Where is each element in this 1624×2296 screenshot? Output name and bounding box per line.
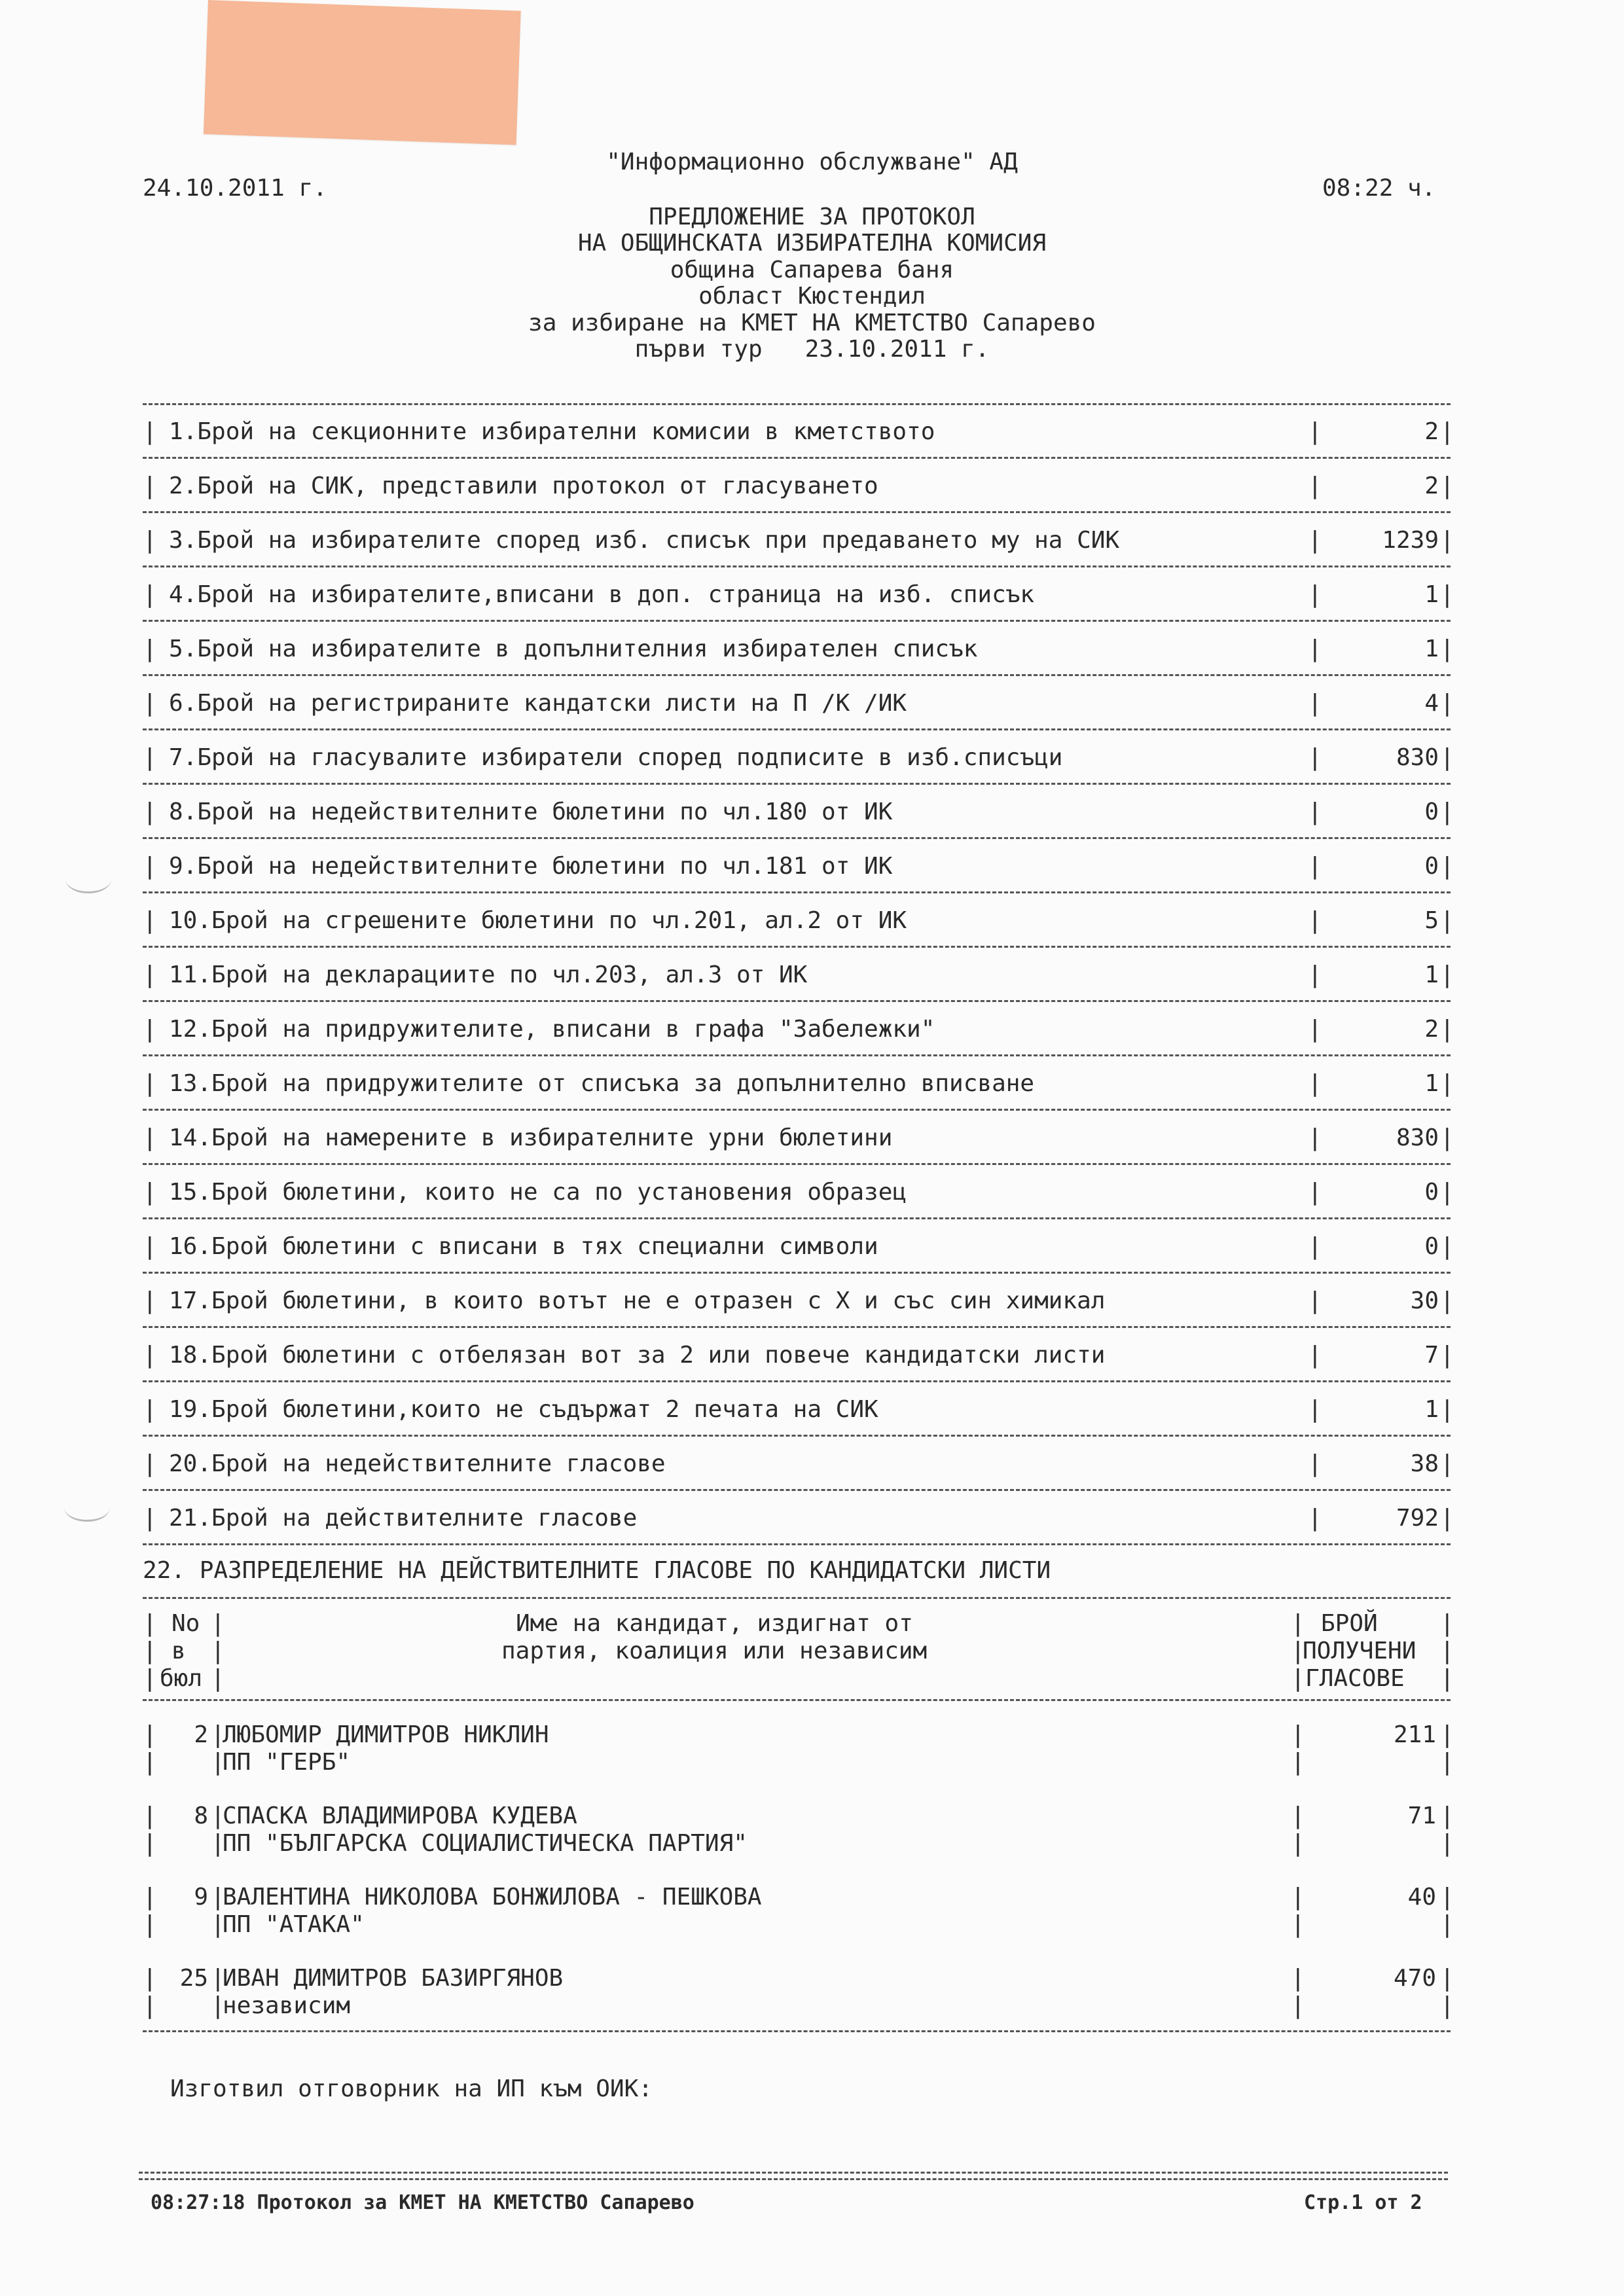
cell-border: | <box>1308 961 1322 988</box>
row-value: 38 <box>1410 1450 1439 1477</box>
cell-border: | <box>143 636 157 662</box>
cell-border: | <box>1308 690 1322 717</box>
divider <box>143 1272 1451 1274</box>
row-value: 4 <box>1424 690 1439 717</box>
candidate-votes: 211 <box>1393 1721 1436 1748</box>
cell-border: | <box>1440 744 1454 771</box>
row-value: 5 <box>1424 907 1439 934</box>
protocol-row <box>143 847 1454 886</box>
cell-border: | <box>1440 853 1454 880</box>
protocol-row <box>143 1390 1454 1429</box>
candidate-votes: 470 <box>1393 1965 1436 1992</box>
row-label: 7.Брой на гласувалите избиратели според подписите в изб.списъци <box>169 744 1063 771</box>
cell-border: | <box>143 1124 157 1151</box>
cell-border: | <box>1440 473 1454 499</box>
divider <box>143 1435 1451 1437</box>
protocol-row <box>143 630 1454 669</box>
protocol-row <box>143 521 1454 560</box>
candidate-party: ПП "БЪЛГАРСКА СОЦИАЛИСТИЧЕСКА ПАРТИЯ" <box>223 1830 748 1857</box>
col-no-line3: бюл <box>160 1665 203 1692</box>
cell-border: | <box>1308 798 1322 825</box>
protocol-row <box>143 1282 1454 1321</box>
title-line2: НА ОБЩИНСКАТА ИЗБИРАТЕЛНА КОМИСИЯ <box>577 230 1047 257</box>
cell-border: | <box>143 1179 157 1206</box>
cell-border: | <box>143 690 157 717</box>
candidate-name: СПАСКА ВЛАДИМИРОВА КУДЕВА <box>223 1803 577 1829</box>
cell-border: | <box>143 473 157 499</box>
row-value: 2 <box>1424 418 1439 445</box>
cell-border: | <box>143 581 157 608</box>
footer-rule <box>139 2172 1448 2180</box>
divider <box>143 2030 1451 2032</box>
divider <box>143 946 1451 948</box>
divider <box>143 1380 1451 1382</box>
col-votes-line1: БРОЙ <box>1321 1610 1378 1637</box>
protocol-row <box>143 793 1454 832</box>
cell-border: | <box>1440 907 1454 934</box>
cell-border: | <box>143 1396 157 1423</box>
candidate-name: ИВАН ДИМИТРОВ БАЗИРГЯНОВ <box>223 1965 564 1992</box>
cell-border: | <box>1308 1287 1322 1314</box>
cell-border: | <box>1308 418 1322 445</box>
divider <box>143 891 1451 893</box>
cell-border: | <box>143 1233 157 1260</box>
row-value: 7 <box>1424 1342 1439 1369</box>
candidate-number: 2 <box>194 1721 208 1748</box>
protocol-row <box>143 412 1454 452</box>
row-label: 6.Брой на регистрираните кандатски листи на П /К /ИК <box>169 690 907 717</box>
footer-left: 08:27:18 Протокол за КМЕТ НА КМЕТСТВО Сапарево <box>151 2191 695 2214</box>
row-value: 2 <box>1424 473 1439 499</box>
cell-border: | <box>1440 1342 1454 1369</box>
cell-border: | <box>143 744 157 771</box>
row-label: 16.Брой бюлетини с вписани в тях специални символи <box>169 1233 878 1260</box>
section22-title: 22. РАЗПРЕДЕЛЕНИЕ НА ДЕЙСТВИТЕЛНИТЕ ГЛАСОВЕ ПО КАНДИДАТСКИ ЛИСТИ <box>143 1557 1051 1584</box>
divider <box>143 1163 1451 1165</box>
cell-border: | <box>1440 1396 1454 1423</box>
cell-border: | <box>1308 581 1322 608</box>
row-label: 9.Брой на недействителните бюлетини по чл.181 от ИК <box>169 853 893 880</box>
row-value: 2 <box>1424 1016 1439 1043</box>
cell-border: | <box>143 1070 157 1097</box>
cell-border: | <box>1308 907 1322 934</box>
protocol-row <box>143 738 1454 778</box>
divider <box>143 837 1451 839</box>
protocol-row <box>143 1119 1454 1158</box>
cell-border: | <box>1440 1233 1454 1260</box>
row-label: 21.Брой на действителните гласове <box>169 1505 638 1532</box>
election-type: за избиране на КМЕТ НА КМЕТСТВО Сапарево <box>528 310 1096 336</box>
protocol-row <box>143 956 1454 995</box>
cell-border: | <box>1440 1016 1454 1043</box>
punch-hole-bottom <box>64 1494 110 1522</box>
protocol-row <box>143 684 1454 723</box>
cell-border: | <box>1308 1396 1322 1423</box>
cell-border: | <box>1308 1124 1322 1151</box>
cell-border: | <box>1440 1450 1454 1477</box>
cell-border: | <box>1308 1342 1322 1369</box>
municipality: община Сапарева баня <box>670 257 954 283</box>
cell-border: | <box>1440 1179 1454 1206</box>
protocol-row <box>143 575 1454 615</box>
col-votes-line3: ГЛАСОВЕ <box>1305 1665 1405 1692</box>
region: област Кюстендил <box>698 283 926 310</box>
cell-border: | <box>1440 798 1454 825</box>
cell-border: | <box>1308 744 1322 771</box>
row-label: 12.Брой на придружителите, вписани в графа "Забележки" <box>169 1016 935 1043</box>
cell-border: | <box>143 961 157 988</box>
protocol-row <box>143 1336 1454 1375</box>
company-name: "Информационно обслужване" АД <box>606 149 1018 175</box>
cell-border: | <box>1308 1070 1322 1097</box>
cell-border: | <box>1308 853 1322 880</box>
row-label: 14.Брой на намерените в избирателните урни бюлетини <box>169 1124 893 1151</box>
candidates-header: | No | | в | | бюл | Име на кандидат, издигнат от партия, коалиция или независим | БРОЙ | | ПОЛУЧЕНИ | | ГЛАСОВЕ | <box>143 1610 1454 1692</box>
cell-border: | <box>1440 961 1454 988</box>
row-value: 1239 <box>1382 527 1439 554</box>
row-value: 0 <box>1424 798 1439 825</box>
row-value: 1 <box>1424 961 1439 988</box>
candidate-votes: 40 <box>1407 1884 1436 1910</box>
protocol-row <box>143 1444 1454 1484</box>
row-value: 0 <box>1424 853 1439 880</box>
protocol-row <box>143 1499 1454 1538</box>
divider <box>143 1699 1451 1701</box>
row-label: 2.Брой на СИК, представили протокол от гласуването <box>169 473 878 499</box>
divider <box>143 1000 1451 1002</box>
candidate-number: 8 <box>194 1803 208 1829</box>
row-value: 1 <box>1424 1070 1439 1097</box>
divider <box>143 1543 1451 1545</box>
row-value: 830 <box>1396 744 1439 771</box>
col-no-line1: No <box>171 1610 200 1637</box>
row-label: 13.Брой на придружителите от списъка за допълнително вписване <box>169 1070 1035 1097</box>
cell-border: | <box>1440 690 1454 717</box>
cell-border: | <box>1440 1287 1454 1314</box>
row-label: 17.Брой бюлетини, в които вотът не е отразен с Х и със син химикал <box>169 1287 1106 1314</box>
candidate-row: | 25 | ИВАН ДИМИТРОВ БАЗИРГЯНОВ | 470 | | | независим | | <box>143 1965 1454 2019</box>
divider <box>143 1489 1451 1491</box>
cell-border: | <box>1440 1505 1454 1532</box>
row-label: 19.Брой бюлетини,които не съдържат 2 печата на СИК <box>169 1396 878 1423</box>
divider <box>143 511 1451 513</box>
cell-border: | <box>143 1016 157 1043</box>
row-value: 1 <box>1424 1396 1439 1423</box>
col-name-line2: партия, коалиция или независим <box>501 1638 928 1664</box>
row-value: 0 <box>1424 1233 1439 1260</box>
divider <box>143 1054 1451 1056</box>
divider <box>143 457 1451 459</box>
cell-border: | <box>143 907 157 934</box>
candidate-name: ВАЛЕНТИНА НИКОЛОВА БОНЖИЛОВА - ПЕШКОВА <box>223 1884 762 1910</box>
divider <box>143 674 1451 676</box>
print-time: 08:22 ч. <box>1322 175 1436 202</box>
cell-border: | <box>1308 1179 1322 1206</box>
cell-border: | <box>143 418 157 445</box>
cell-border: | <box>1440 636 1454 662</box>
protocol-row <box>143 1227 1454 1266</box>
cell-border: | <box>1308 1450 1322 1477</box>
cell-border: | <box>1440 1124 1454 1151</box>
row-label: 18.Брой бюлетини с отбелязан вот за 2 или повече кандидатски листи <box>169 1342 1106 1369</box>
cell-border: | <box>1440 527 1454 554</box>
election-round: първи тур 23.10.2011 г. <box>634 336 990 363</box>
cell-border: | <box>143 1505 157 1532</box>
protocol-row <box>143 1010 1454 1049</box>
row-value: 792 <box>1396 1505 1439 1532</box>
row-label: 1.Брой на секционните избирателни комисии в кметството <box>169 418 935 445</box>
cell-border: | <box>143 527 157 554</box>
candidate-row: | 2 | ЛЮБОМИР ДИМИТРОВ НИКЛИН | 211 | | | ПП "ГЕРБ" | | <box>143 1721 1454 1776</box>
divider <box>143 1109 1451 1111</box>
cell-border: | <box>1308 527 1322 554</box>
row-value: 1 <box>1424 636 1439 662</box>
cell-border: | <box>1440 418 1454 445</box>
cell-border: | <box>1440 1070 1454 1097</box>
prepared-by: Изготвил отговорник на ИП към ОИК: <box>170 2075 653 2102</box>
row-value: 830 <box>1396 1124 1439 1151</box>
row-value: 0 <box>1424 1179 1439 1206</box>
cell-border: | <box>1308 1016 1322 1043</box>
divider <box>143 1597 1451 1599</box>
row-label: 4.Брой на избирателите,вписани в доп. страница на изб. списък <box>169 581 1035 608</box>
divider <box>143 565 1451 567</box>
candidate-row: | 8 | СПАСКА ВЛАДИМИРОВА КУДЕВА | 71 | | | ПП "БЪЛГАРСКА СОЦИАЛИСТИЧЕСКА ПАРТИЯ" | | <box>143 1803 1454 1857</box>
row-label: 3.Брой на избирателите според изб. списък при предаването му на СИК <box>169 527 1120 554</box>
row-label: 5.Брой на избирателите в допълнителния избирателен списък <box>169 636 978 662</box>
divider <box>143 403 1451 405</box>
protocol-row <box>143 1064 1454 1103</box>
candidate-row: | 9 | ВАЛЕНТИНА НИКОЛОВА БОНЖИЛОВА - ПЕШКОВА | 40 | | | ПП "АТАКА" | | <box>143 1884 1454 1938</box>
cell-border: | <box>143 1287 157 1314</box>
cell-border: | <box>1440 581 1454 608</box>
punch-hole-top <box>65 865 111 893</box>
divider <box>143 783 1451 785</box>
sticky-note <box>204 0 521 145</box>
cell-border: | <box>143 798 157 825</box>
cell-border: | <box>1308 1233 1322 1260</box>
divider <box>143 1326 1451 1328</box>
row-label: 10.Брой на сгрешените бюлетини по чл.201, ал.2 от ИК <box>169 907 907 934</box>
divider <box>143 728 1451 730</box>
cell-border: | <box>1308 473 1322 499</box>
candidate-votes: 71 <box>1407 1803 1436 1829</box>
divider <box>143 1217 1451 1219</box>
cell-border: | <box>143 1450 157 1477</box>
col-votes-line2: ПОЛУЧЕНИ <box>1303 1638 1416 1664</box>
divider <box>143 620 1451 622</box>
cell-border: | <box>1308 636 1322 662</box>
row-label: 20.Брой на недействителните гласове <box>169 1450 666 1477</box>
row-value: 30 <box>1410 1287 1439 1314</box>
candidate-party: ПП "ГЕРБ" <box>223 1749 351 1776</box>
footer-page: Стр.1 от 2 <box>1304 2191 1422 2214</box>
cell-border: | <box>143 1342 157 1369</box>
col-name-line1: Име на кандидат, издигнат от <box>516 1610 913 1637</box>
col-no-line2: в <box>171 1638 186 1664</box>
protocol-row <box>143 467 1454 506</box>
cell-border: | <box>1308 1505 1322 1532</box>
candidate-number: 25 <box>179 1965 208 1992</box>
candidate-number: 9 <box>194 1884 208 1910</box>
cell-border: | <box>143 853 157 880</box>
candidate-party: ПП "АТАКА" <box>223 1911 365 1938</box>
row-label: 8.Брой на недействителните бюлетини по чл.180 от ИК <box>169 798 893 825</box>
candidate-party: независим <box>223 1992 351 2019</box>
row-value: 1 <box>1424 581 1439 608</box>
protocol-row <box>143 901 1454 941</box>
row-label: 11.Брой на декларациите по чл.203, ал.3 от ИК <box>169 961 808 988</box>
row-label: 15.Брой бюлетини, които не са по установения образец <box>169 1179 907 1206</box>
protocol-row <box>143 1173 1454 1212</box>
candidate-name: ЛЮБОМИР ДИМИТРОВ НИКЛИН <box>223 1721 549 1748</box>
title-line1: ПРЕДЛОЖЕНИЕ ЗА ПРОТОКОЛ <box>649 204 975 230</box>
print-date: 24.10.2011 г. <box>143 175 327 202</box>
